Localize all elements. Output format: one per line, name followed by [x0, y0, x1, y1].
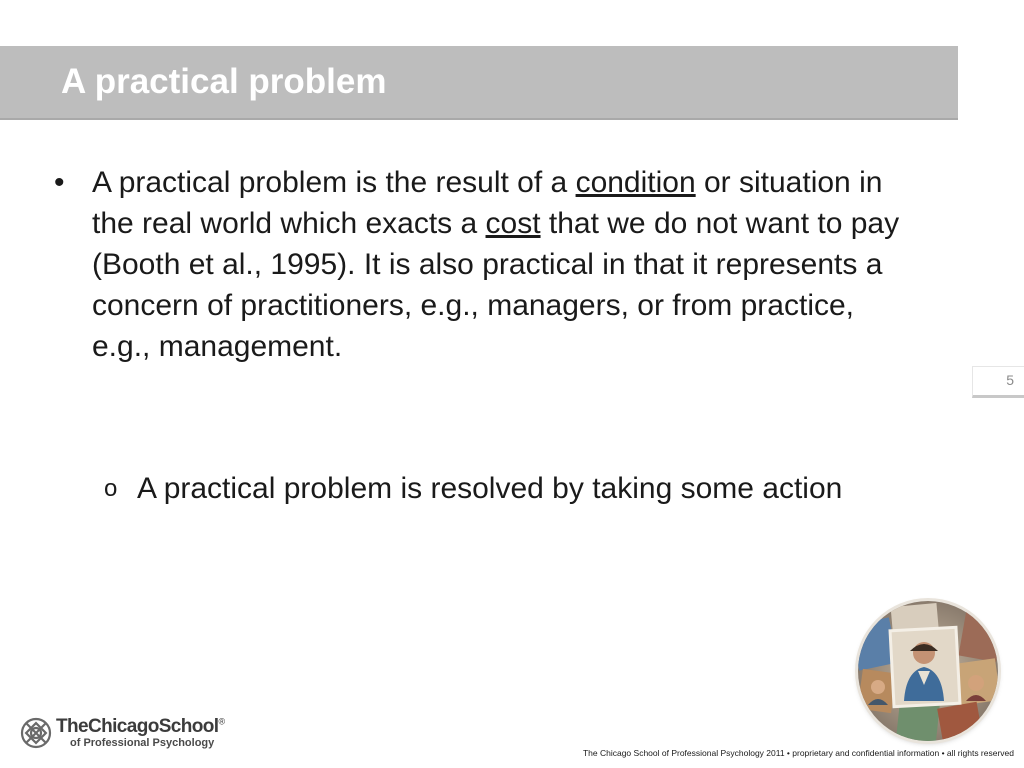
sub-bullet-marker: o — [104, 475, 118, 502]
logo-name: TheChicagoSchool® — [56, 716, 225, 737]
main-bullet — [54, 162, 904, 367]
slide-title: A practical problem — [61, 62, 387, 101]
footer-copyright: The Chicago School of Professional Psychology 2011 • proprietary and confidential information • all rights reserved — [582, 748, 1014, 758]
chicago-school-logo — [18, 714, 225, 756]
photo-collage-image — [858, 601, 998, 741]
main-bullet-text — [92, 162, 904, 367]
main-bullet-part-3: that we do not want to pay (Booth et al., 1995). It is also practical in that it represents a concern of practitioners, e.g., managers, or from practice, e.g., management. — [92, 207, 900, 363]
page-number: 5 — [1006, 372, 1014, 388]
underlined-term-cost: cost — [485, 207, 541, 240]
photo-collage-circle — [858, 601, 998, 741]
page-number-box — [972, 366, 1024, 398]
main-bullet-part-1: A practical problem is the result of a — [92, 166, 576, 199]
logo-knot-icon — [18, 714, 54, 752]
registered-mark: ® — [218, 716, 225, 727]
logo-subtitle: of Professional Psychology — [70, 737, 215, 749]
sub-bullet — [104, 468, 864, 509]
sub-bullet-text: A practical problem is resolved by taking some action — [137, 472, 843, 505]
main-bullet-part-2: or situation in the real world which exacts a — [92, 166, 883, 240]
bullet-marker: • — [54, 166, 65, 199]
underlined-term-condition: condition — [575, 166, 696, 199]
